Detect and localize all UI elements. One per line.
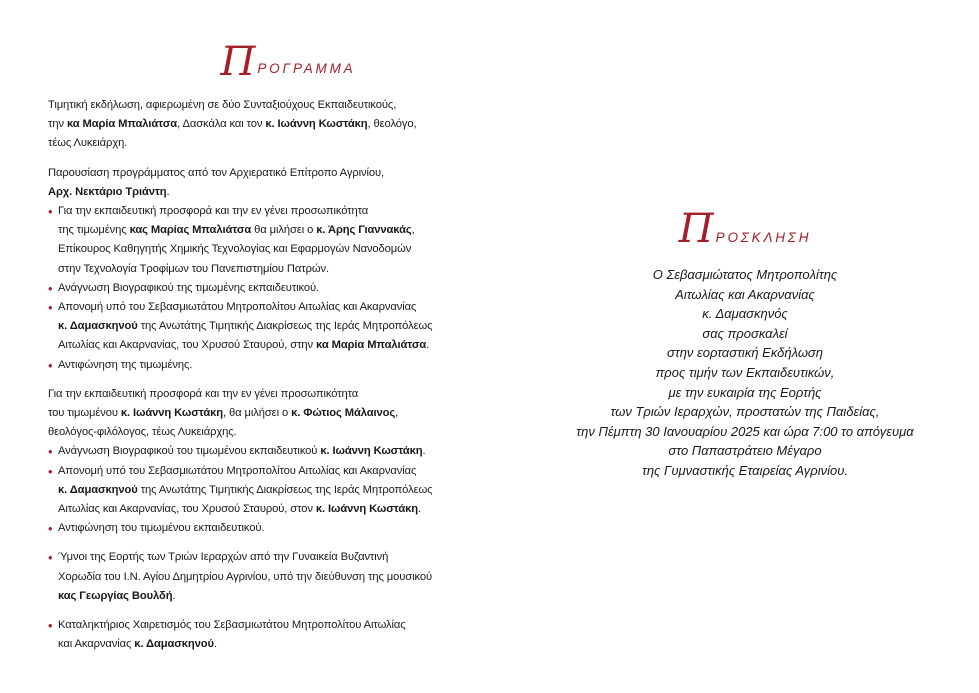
text-line (58, 279, 468, 298)
program-heading-rest: ΡΟΓΡΑΜΜΑ (257, 60, 356, 76)
invitation-heading (550, 205, 940, 252)
bold-text: κ. Ιωάννη Κωστάκη (265, 118, 368, 131)
text-run: Για την εκπαιδευτική προσφορά και την εν γένει προσωπικότητα (48, 387, 359, 400)
text-run: . (166, 185, 170, 198)
text-line (58, 616, 468, 635)
text-line (58, 336, 468, 355)
text-run: στην Τεχνολογία Τροφίμων του Πανεπιστημίου Πατρών. (58, 262, 329, 275)
text-line (48, 404, 468, 423)
invitation-line: Αιτωλίας και Ακαρνανίας (675, 286, 815, 302)
text-line (58, 587, 468, 606)
bold-text: Αρχ. Νεκτάριο Τριάντη (48, 185, 167, 198)
text-run: την (48, 118, 67, 131)
bullet-icon: • (48, 204, 53, 220)
text-line (58, 462, 468, 481)
program-bullets-closing (48, 616, 468, 654)
bold-text: κας Μαρίας Μπαλιάτσα (129, 224, 252, 237)
bold-text: κ. Ιωάννη Κωστάκη (320, 445, 423, 458)
text-line (58, 317, 468, 336)
bold-text: κ. Ιωάννη Κωστάκη (120, 407, 224, 420)
text-line (58, 240, 468, 259)
text-line (48, 423, 468, 442)
text-run: , (395, 407, 399, 420)
text-run: . (213, 638, 217, 651)
bullet-item (48, 462, 468, 520)
text-line (48, 96, 468, 115)
text-run: . (422, 445, 426, 458)
text-run: του τιμωμένου (48, 407, 121, 420)
bullet-icon: • (48, 357, 53, 373)
text-line (58, 519, 468, 538)
invitation-line: με την ευκαιρία της Εορτής (668, 384, 822, 400)
bullet-icon: • (48, 521, 53, 537)
text-run: της τιμωμένης (58, 224, 130, 237)
bold-text: κ. Δαμασκηνού (58, 483, 138, 496)
bold-text: κας Γεωργίας Βουλδή (58, 589, 173, 602)
bullet-icon: • (48, 300, 53, 316)
text-line (48, 183, 468, 202)
text-line (58, 298, 468, 317)
text-run: Χορωδία του Ι.Ν. Αγίου Δημητρίου Αγρινίου, υπό την διεύθυνση της μουσικού (58, 570, 432, 583)
bullet-item (48, 548, 468, 606)
invitation-text (550, 265, 940, 481)
invitation-panel (550, 205, 940, 481)
program-bullets-first-honoree (48, 202, 468, 375)
text-line (48, 164, 468, 183)
text-line (58, 481, 468, 500)
text-run: Τιμητική εκδήλωση, αφιερωμένη σε δύο Συνταξιούχους Εκπαιδευτικούς, (48, 99, 397, 111)
bullet-item (48, 442, 468, 461)
invitation-line: στο Παπαστράτειο Μέγαρο (668, 443, 822, 459)
text-run: Παρουσίαση προγράμματος από τον Αρχιερατικό Επίτροπο Αγρινίου, (48, 166, 385, 179)
text-run: της Ανωτάτης Τιμητικής Διακρίσεως της Ιεράς Μητροπόλεως (137, 483, 433, 496)
invitation-line: σας προσκαλεί (702, 325, 788, 341)
program-heading (48, 38, 468, 85)
bullet-item (48, 202, 468, 279)
bullet-item (48, 616, 468, 654)
program-panel (48, 38, 468, 654)
text-run: . (418, 503, 422, 516)
program-bullets-hymns (48, 548, 468, 606)
bullet-item (48, 279, 468, 298)
program-bullets-second-honoree (48, 442, 468, 538)
text-run: Απονομή υπό του Σεβασμιωτάτου Μητροπολίτου Αιτωλίας και Ακαρνανίας (58, 301, 417, 314)
invitation-line: κ. Δαμασκηνός (702, 306, 788, 322)
text-run: Αιτωλίας και Ακαρνανίας, του Χρυσού Σταυρού, στον (58, 503, 316, 516)
text-run: τέως Λυκειάρχη. (48, 137, 128, 150)
text-run: Ανάγνωση Βιογραφικού της τιμωμένης εκπαιδευτικού. (58, 281, 320, 294)
text-line (58, 221, 468, 240)
program-presentation (48, 164, 468, 202)
bullet-icon: • (48, 280, 53, 296)
invitation-line: την Πέμπτη 30 Ιανουαρίου 2025 και ώρα 7:00 το απόγευμα (576, 423, 914, 439)
bold-text: κ. Δαμασκηνού (58, 320, 138, 333)
text-run: Επίκουρος Καθηγητής Χημικής Τεχνολογίας και Εφαρμογών Νανοδομών (58, 243, 412, 256)
bullet-icon: • (48, 618, 53, 634)
text-run: , θεολόγο, (367, 118, 417, 131)
text-run: Ανάγνωση Βιογραφικού του τιμωμένου εκπαιδευτικού (58, 445, 321, 458)
invitation-line: των Τριών Ιεραρχών, προστατών της Παιδείας, (610, 404, 880, 420)
bold-text: κ. Άρης Γιαννακάς (316, 224, 412, 237)
program-intro (48, 96, 468, 154)
text-line (58, 356, 468, 375)
text-run: , θα μιλήσει ο (223, 407, 292, 420)
text-line (58, 442, 468, 461)
text-run: Ύμνοι της Εορτής των Τριών Ιεραρχών από την Γυναικεία Βυζαντινή (58, 551, 389, 564)
text-run: Καταληκτήριος Χαιρετισμός του Σεβασμιωτάτου Μητροπολίτου Αιτωλίας (58, 619, 406, 632)
invitation-line: στην εορταστική Εκδήλωση (667, 345, 823, 361)
bold-text: κα Μαρία Μπαλιάτσα (316, 339, 427, 352)
text-run: θα μιλήσει ο (251, 224, 317, 237)
bold-text: κ. Φώτιος Μάλαινος (291, 407, 396, 420)
program-second-intro (48, 385, 468, 443)
invitation-line: προς τιμήν των Εκπαιδευτικών, (655, 364, 835, 380)
text-run: θεολόγος-φιλόλογος, τέως Λυκειάρχης. (48, 426, 237, 439)
text-run: Αντιφώνηση της τιμωμένης. (58, 358, 193, 371)
bullet-item (48, 298, 468, 356)
text-run: , Δασκάλα και τον (177, 118, 266, 131)
text-line (48, 385, 468, 404)
invitation-heading-initial: Π (678, 206, 714, 252)
text-line (58, 202, 468, 221)
text-line (58, 500, 468, 519)
text-run: . (172, 589, 176, 602)
bold-text: κα Μαρία Μπαλιάτσα (66, 118, 178, 131)
text-run: Για την εκπαιδευτική προσφορά και την εν γένει προσωπικότητα (58, 205, 369, 218)
text-line (58, 635, 468, 654)
text-run: , (411, 224, 415, 237)
text-run: της Ανωτάτης Τιμητικής Διακρίσεως της Ιεράς Μητροπόλεως (137, 320, 433, 333)
bullet-icon: • (48, 550, 53, 566)
invitation-line: της Γυμναστικής Εταιρείας Αγρινίου. (641, 462, 849, 478)
text-run: Αιτωλίας και Ακαρνανίας, του Χρυσού Σταυρού, στην (58, 339, 317, 352)
bullet-item (48, 519, 468, 538)
text-line (58, 548, 468, 567)
invitation-line: Ο Σεβασμιώτατος Μητροπολίτης (652, 267, 838, 282)
text-run: και Ακαρνανίας (58, 638, 135, 651)
bold-text: κ. Ιωάννη Κωστάκη (315, 503, 419, 516)
text-run: . (426, 339, 430, 352)
bullet-icon: • (48, 463, 53, 479)
bullet-icon: • (48, 444, 53, 460)
program-heading-initial: Π (220, 39, 256, 85)
bold-text: κ. Δαμασκηνού (134, 638, 214, 651)
bullet-item (48, 356, 468, 375)
text-run: Αντιφώνηση του τιμωμένου εκπαιδευτικού. (58, 522, 265, 535)
text-line (48, 115, 468, 134)
text-run: Απονομή υπό του Σεβασμιωτάτου Μητροπολίτου Αιτωλίας και Ακαρνανίας (58, 464, 417, 477)
invitation-heading-rest: ΡΟΣΚΛΗΣΗ (715, 230, 812, 245)
text-line (48, 134, 468, 153)
text-line (58, 568, 468, 587)
text-line (58, 260, 468, 279)
